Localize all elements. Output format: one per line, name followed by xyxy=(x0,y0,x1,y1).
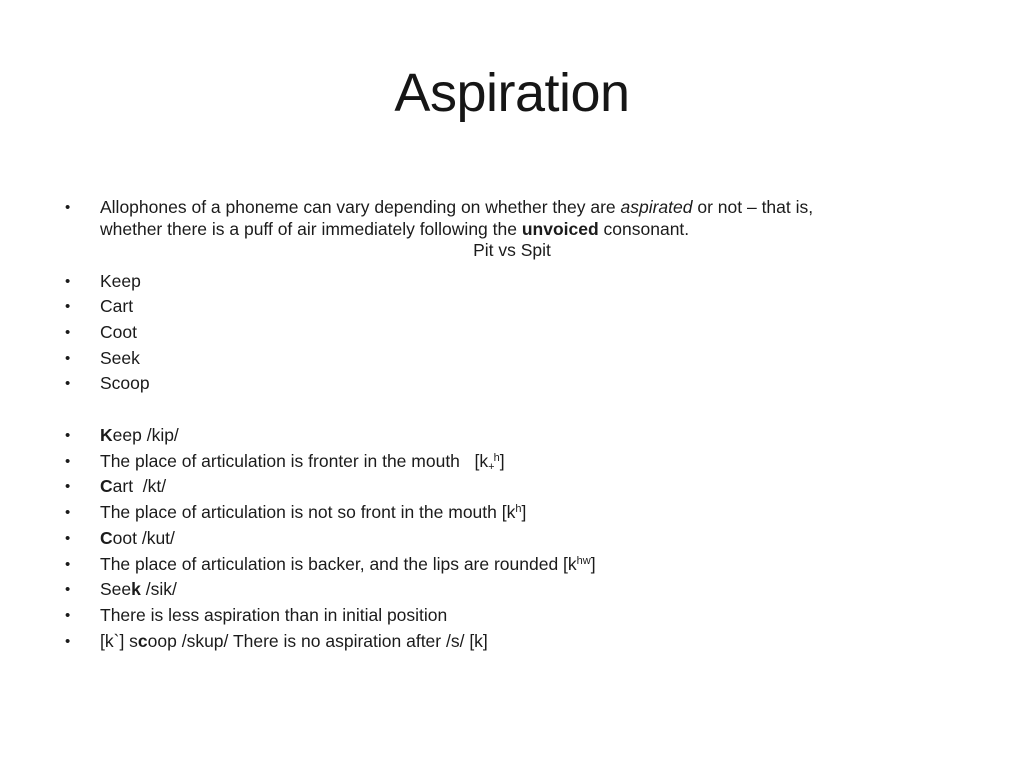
text-segment: art /kt/ xyxy=(112,476,167,497)
bullet-icon: • xyxy=(65,199,71,216)
bullet-icon: • xyxy=(65,375,71,393)
bullet-text xyxy=(100,528,175,548)
text-segment: k xyxy=(131,579,141,600)
word-list xyxy=(63,269,924,398)
bullet-text xyxy=(100,425,179,445)
text-segment: /sik/ xyxy=(140,579,177,600)
detail-bullet-list xyxy=(63,423,924,654)
bullet-item xyxy=(63,197,924,240)
bullet-item xyxy=(63,269,924,295)
slide-title: Aspiration xyxy=(394,63,630,123)
bullet-icon: • xyxy=(65,478,71,496)
bullet-icon: • xyxy=(65,581,71,599)
bullet-text: Scoop xyxy=(100,373,150,394)
bullet-text: Keep xyxy=(100,270,141,291)
text-segment: h xyxy=(515,503,522,516)
text-segment: aspirated xyxy=(620,197,693,217)
text-segment: Allophones of a phoneme can vary depending on whether they are xyxy=(100,197,621,217)
bullet-text xyxy=(100,605,447,625)
text-segment: The place of articulation is not so front in the mouth [k xyxy=(100,502,516,523)
bullet-item xyxy=(63,577,924,603)
bullet-icon: • xyxy=(65,349,71,367)
text-segment: oot /kut/ xyxy=(112,527,175,548)
text-segment: ] xyxy=(521,502,527,523)
text-segment: K xyxy=(100,425,113,446)
bullet-text xyxy=(100,579,177,599)
text-segment: ] xyxy=(499,450,505,471)
text-segment: There is less aspiration than in initial position xyxy=(100,604,448,625)
bullet-icon: • xyxy=(65,632,71,650)
bullet-icon: • xyxy=(65,529,71,547)
bullet-icon: • xyxy=(65,323,71,341)
text-segment: The place of articulation is fronter in the mouth [k xyxy=(100,450,489,471)
bullet-text: Cart xyxy=(100,296,134,317)
bullet-icon: • xyxy=(65,452,71,470)
slide-body xyxy=(63,197,924,654)
bullet-item xyxy=(63,474,924,500)
bullet-icon: • xyxy=(65,298,71,316)
bullet-item xyxy=(63,500,924,526)
bullet-item xyxy=(63,346,924,372)
text-segment: or not – that is, xyxy=(692,197,814,217)
text-segment: See xyxy=(100,579,132,600)
text-segment: oop /skup/ There is no aspiration after /s/ [k] xyxy=(147,630,488,651)
bullet-text xyxy=(100,502,526,522)
text-segment: c xyxy=(137,630,148,651)
text-segment: [k`] s xyxy=(100,630,138,651)
intro-bullet-list xyxy=(63,197,924,240)
text-segment: The place of articulation is backer, and the lips are rounded [k xyxy=(100,553,577,574)
bullet-text xyxy=(100,451,505,471)
text-segment: hw xyxy=(576,554,591,567)
bullet-item xyxy=(63,320,924,346)
bullet-icon: • xyxy=(65,555,71,573)
bullet-item xyxy=(63,294,924,320)
bullet-item xyxy=(63,423,924,449)
bullet-item xyxy=(63,449,924,475)
bullet-icon: • xyxy=(65,427,71,445)
bullet-text xyxy=(100,631,488,651)
text-segment: whether there is a puff of air immediately following the xyxy=(100,218,522,239)
text-segment: ] xyxy=(590,553,596,574)
bullet-icon: • xyxy=(65,606,71,624)
centered-line: Pit vs Spit xyxy=(473,240,551,260)
bullet-item xyxy=(63,526,924,552)
bullet-icon: • xyxy=(65,504,71,522)
bullet-text: Coot xyxy=(100,321,137,342)
text-segment: h xyxy=(493,451,500,464)
text-segment: C xyxy=(100,476,113,497)
text-segment: C xyxy=(100,527,113,548)
text-segment: consonant. xyxy=(598,218,690,239)
bullet-icon: • xyxy=(65,272,71,290)
bullet-item xyxy=(63,629,924,655)
bullet-text xyxy=(100,554,596,574)
bullet-text: Seek xyxy=(100,347,140,368)
bullet-text xyxy=(100,197,813,239)
bullet-item xyxy=(63,603,924,629)
text-segment: eep /kip/ xyxy=(112,425,179,446)
bullet-item xyxy=(63,371,924,397)
bullet-item xyxy=(63,552,924,578)
text-segment: unvoiced xyxy=(521,218,599,239)
text-segment: + xyxy=(488,460,495,473)
bullet-text xyxy=(100,476,166,496)
